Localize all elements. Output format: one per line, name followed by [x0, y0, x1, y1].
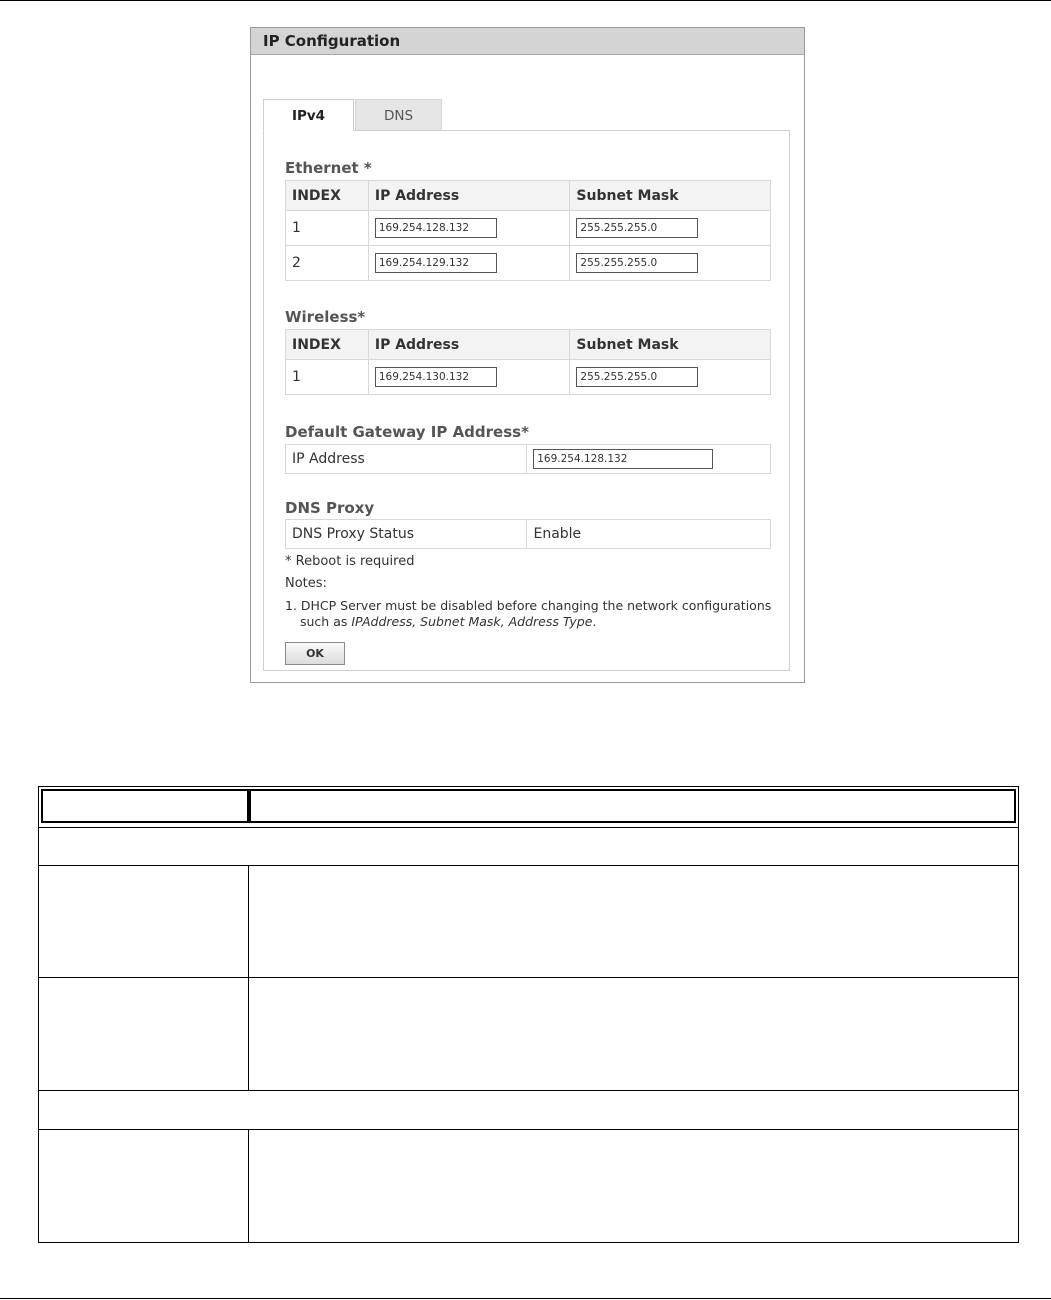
tab-dns[interactable]: DNS — [355, 99, 442, 131]
column-divider — [248, 866, 249, 1091]
wireless-index: 1 — [286, 360, 369, 395]
gateway-title: Default Gateway IP Address* — [285, 423, 529, 441]
wireless-title: Wireless* — [285, 308, 366, 326]
wireless-header-row — [286, 330, 771, 360]
ethernet-2-mask-input[interactable] — [576, 253, 698, 273]
ipv4-panel — [263, 130, 790, 671]
note-line-2-prefix: such as — [300, 614, 352, 629]
ip-configuration-dialog — [250, 27, 805, 683]
column-divider — [248, 1130, 249, 1242]
gateway-table — [285, 444, 771, 474]
ethernet-index: 2 — [286, 246, 369, 281]
ethernet-title: Ethernet * — [285, 159, 372, 177]
tab-bar — [263, 99, 442, 131]
ethernet-1-ip-input[interactable] — [375, 218, 497, 238]
page-bottom-rule — [0, 1298, 1051, 1299]
notes-label: Notes: — [285, 576, 327, 591]
gateway-row — [286, 445, 771, 474]
ethernet-2-ip-input[interactable] — [375, 253, 497, 273]
wireless-1-mask-input[interactable] — [576, 367, 698, 387]
section-row-1 — [39, 827, 1018, 866]
ethernet-table — [285, 180, 771, 281]
column-header-ip-address: IP Address — [368, 330, 570, 360]
column-header-index: INDEX — [286, 330, 369, 360]
ok-button[interactable]: OK — [285, 642, 345, 665]
dns-proxy-label: DNS Proxy Status — [286, 520, 527, 549]
column-header-subnet-mask: Subnet Mask — [570, 330, 771, 360]
gateway-label: IP Address — [286, 445, 527, 474]
ethernet-row — [286, 246, 771, 281]
ethernet-row — [286, 211, 771, 246]
wireless-row — [286, 360, 771, 395]
dns-proxy-status-value: Enable — [527, 520, 771, 549]
header-cell-1 — [41, 789, 249, 823]
wireless-table — [285, 329, 771, 395]
note-line-2-suffix: . — [592, 614, 597, 629]
description-table-header — [39, 787, 1018, 828]
tab-ipv4[interactable]: IPv4 — [263, 99, 354, 131]
dialog-title: IP Configuration — [251, 28, 804, 55]
ethernet-1-mask-input[interactable] — [576, 218, 698, 238]
dns-proxy-table — [285, 519, 771, 549]
description-table — [38, 786, 1019, 1243]
note-line-2-italic: IPAddress, Subnet Mask, Address Type — [351, 614, 593, 629]
wireless-1-ip-input[interactable] — [375, 367, 497, 387]
ethernet-header-row — [286, 181, 771, 211]
gateway-ip-input[interactable] — [533, 449, 713, 469]
column-header-subnet-mask: Subnet Mask — [570, 181, 771, 211]
table-row — [39, 978, 1018, 1091]
page-top-rule — [0, 0, 1051, 1]
section-row-2 — [39, 1091, 1018, 1130]
note-line-1: 1. DHCP Server must be disabled before changing the network configurations — [285, 598, 772, 613]
dns-proxy-title: DNS Proxy — [285, 499, 375, 517]
ethernet-index: 1 — [286, 211, 369, 246]
reboot-note: * Reboot is required — [285, 554, 415, 569]
dns-proxy-row — [286, 520, 771, 549]
note-line-2 — [300, 614, 596, 629]
header-cell-2 — [249, 789, 1016, 823]
column-header-ip-address: IP Address — [368, 181, 570, 211]
table-row — [39, 866, 1018, 978]
column-header-index: INDEX — [286, 181, 369, 211]
